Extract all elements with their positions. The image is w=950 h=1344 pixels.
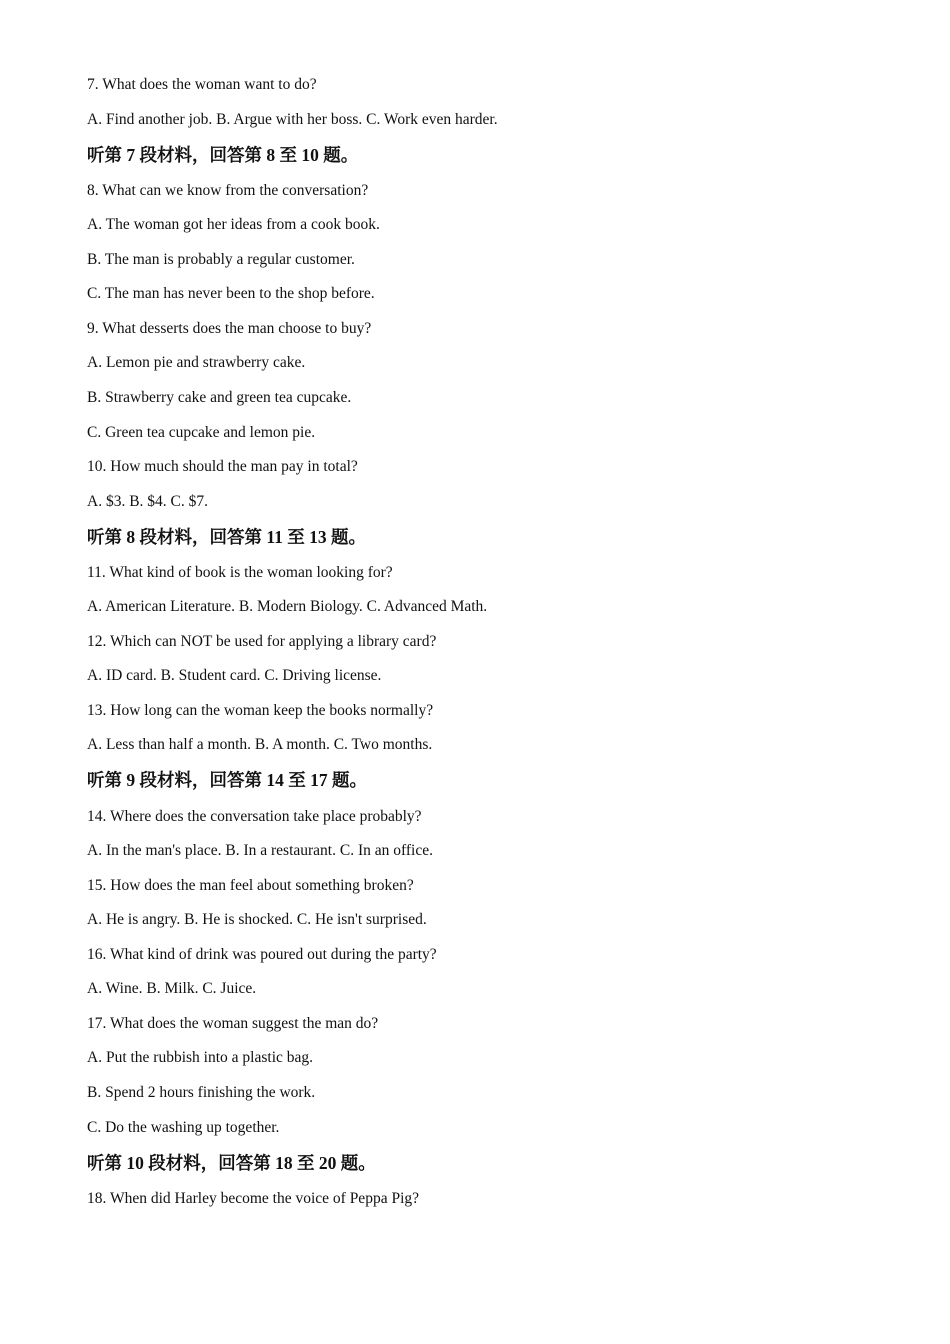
- question-18: 18. When did Harley become the voice of Peppa Pig?: [87, 1190, 420, 1207]
- question-14: 14. Where does the conversation take place probably?: [87, 808, 422, 825]
- question-10: 10. How much should the man pay in total?: [87, 458, 358, 475]
- question-7: 7. What does the woman want to do?: [87, 76, 317, 93]
- options-12: A. ID card. B. Student card. C. Driving license.: [87, 667, 382, 684]
- options-13: A. Less than half a month. B. A month. C. Two months.: [87, 736, 433, 753]
- options-11: A. American Literature. B. Modern Biology. C. Advanced Math.: [87, 598, 488, 615]
- option-17a: A. Put the rubbish into a plastic bag.: [87, 1049, 314, 1066]
- section-heading-9: 听第 9 段材料，回答第 14 至 17 题。: [87, 770, 367, 790]
- question-12: 12. Which can NOT be used for applying a library card?: [87, 633, 437, 650]
- options-16: A. Wine. B. Milk. C. Juice.: [87, 980, 257, 997]
- options-14: A. In the man's place. B. In a restaurant. C. In an office.: [87, 842, 433, 859]
- option-9c: C. Green tea cupcake and lemon pie.: [87, 424, 316, 441]
- option-8c: C. The man has never been to the shop before.: [87, 285, 375, 302]
- question-13: 13. How long can the woman keep the books normally?: [87, 702, 434, 719]
- question-17: 17. What does the woman suggest the man do?: [87, 1015, 379, 1032]
- option-9a: A. Lemon pie and strawberry cake.: [87, 354, 306, 371]
- option-9b: B. Strawberry cake and green tea cupcake.: [87, 389, 352, 406]
- section-heading-8: 听第 8 段材料，回答第 11 至 13 题。: [87, 527, 367, 547]
- question-11: 11. What kind of book is the woman looking for?: [87, 564, 393, 581]
- question-9: 9. What desserts does the man choose to buy?: [87, 320, 372, 337]
- question-8: 8. What can we know from the conversation?: [87, 182, 369, 199]
- question-15: 15. How does the man feel about something broken?: [87, 877, 414, 894]
- section-heading-10: 听第 10 段材料，回答第 18 至 20 题。: [87, 1153, 376, 1173]
- section-heading-7: 听第 7 段材料，回答第 8 至 10 题。: [87, 145, 359, 165]
- option-8a: A. The woman got her ideas from a cook book.: [87, 216, 380, 233]
- question-16: 16. What kind of drink was poured out during the party?: [87, 946, 437, 963]
- option-17c: C. Do the washing up together.: [87, 1119, 280, 1136]
- options-7: A. Find another job. B. Argue with her boss. C. Work even harder.: [87, 111, 498, 128]
- option-8b: B. The man is probably a regular customer.: [87, 251, 355, 268]
- options-15: A. He is angry. B. He is shocked. C. He isn't surprised.: [87, 911, 427, 928]
- option-17b: B. Spend 2 hours finishing the work.: [87, 1084, 316, 1101]
- options-10: A. $3. B. $4. C. $7.: [87, 493, 208, 510]
